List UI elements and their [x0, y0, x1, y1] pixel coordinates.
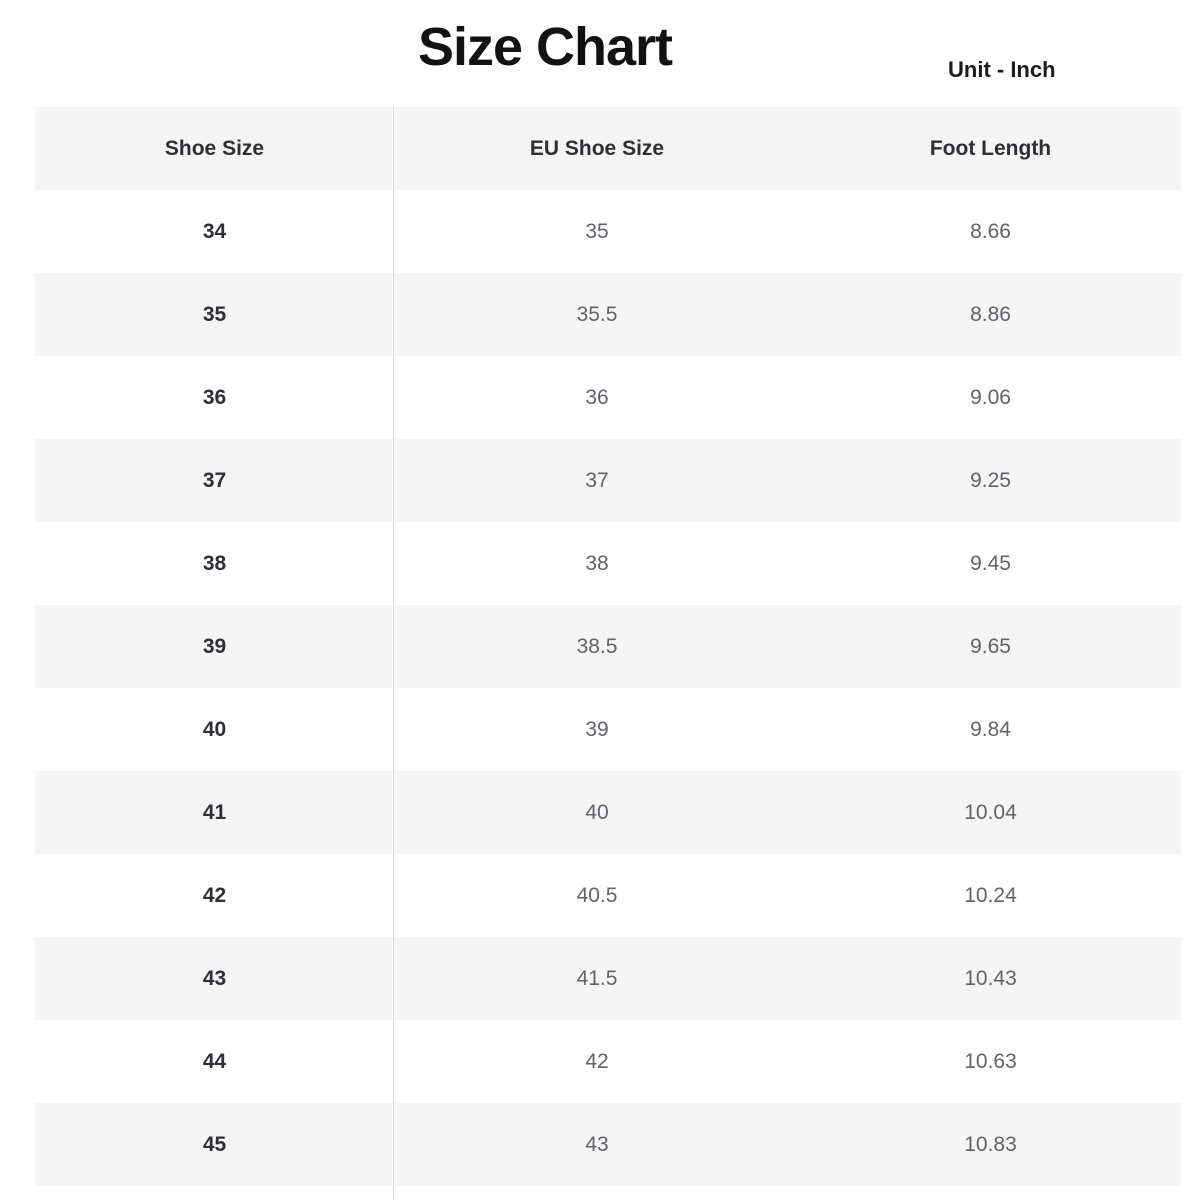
cell-eu-shoe-size: 40: [585, 800, 609, 824]
cell-shoe-size: 37: [202, 468, 227, 492]
cell-foot-length: 10.83: [964, 1132, 1017, 1156]
cell-foot-length: 9.25: [970, 468, 1011, 492]
table-row: [35, 937, 1181, 1020]
table-row: [35, 771, 1181, 854]
cell-foot-length: 10.04: [964, 800, 1017, 824]
cell-foot-length: 8.66: [970, 219, 1011, 243]
cell-foot-length: 9.06: [970, 385, 1011, 409]
cell-foot-length: 10.43: [964, 966, 1017, 990]
cell-foot-length: 8.86: [970, 302, 1011, 326]
cell-shoe-size: 44: [202, 1049, 227, 1073]
cell-foot-length: 10.24: [964, 883, 1017, 907]
page-title: Size Chart: [417, 17, 673, 77]
column-header-shoe-size: Shoe Size: [164, 136, 265, 160]
cell-foot-length: 9.45: [970, 551, 1011, 575]
cell-eu-shoe-size: 41.5: [576, 966, 618, 990]
cell-shoe-size: 35: [202, 302, 227, 326]
table-row: [35, 605, 1181, 688]
cell-eu-shoe-size: 36: [585, 385, 609, 409]
header-row: [35, 107, 1181, 190]
cell-shoe-size: 41: [202, 800, 227, 824]
cell-shoe-size: 42: [202, 883, 227, 907]
table-row: [35, 190, 1181, 273]
cell-eu-shoe-size: 42: [585, 1049, 609, 1073]
cell-eu-shoe-size: 38.5: [576, 634, 618, 658]
cell-foot-length: 9.84: [970, 717, 1011, 741]
cell-eu-shoe-size: 38: [585, 551, 609, 575]
cell-foot-length: 9.65: [970, 634, 1011, 658]
cell-shoe-size: 38: [202, 551, 227, 575]
cell-eu-shoe-size: 43: [585, 1132, 609, 1156]
cell-eu-shoe-size: 37: [585, 468, 609, 492]
column-header-eu-shoe-size: EU Shoe Size: [529, 136, 665, 160]
table-row: [35, 854, 1181, 937]
cell-shoe-size: 36: [202, 385, 227, 409]
cell-shoe-size: 39: [202, 634, 227, 658]
table-row: [35, 356, 1181, 439]
size-chart-table: [35, 107, 1181, 1186]
unit-label: Unit - Inch: [948, 57, 1056, 82]
cell-foot-length: 10.63: [964, 1049, 1017, 1073]
cell-eu-shoe-size: 35: [585, 219, 609, 243]
column-header-foot-length: Foot Length: [929, 136, 1052, 160]
cell-eu-shoe-size: 35.5: [576, 302, 618, 326]
cell-shoe-size: 40: [202, 717, 227, 741]
cell-shoe-size: 43: [202, 966, 227, 990]
cell-eu-shoe-size: 39: [585, 717, 609, 741]
cell-eu-shoe-size: 40.5: [576, 883, 618, 907]
table-row: [35, 1103, 1181, 1186]
cell-shoe-size: 34: [202, 219, 227, 243]
table-row: [35, 273, 1181, 356]
table-row: [35, 439, 1181, 522]
table-row: [35, 688, 1181, 771]
table-row: [35, 522, 1181, 605]
column-divider: [392, 107, 395, 1200]
table-row: [35, 1020, 1181, 1103]
cell-shoe-size: 45: [202, 1132, 227, 1156]
